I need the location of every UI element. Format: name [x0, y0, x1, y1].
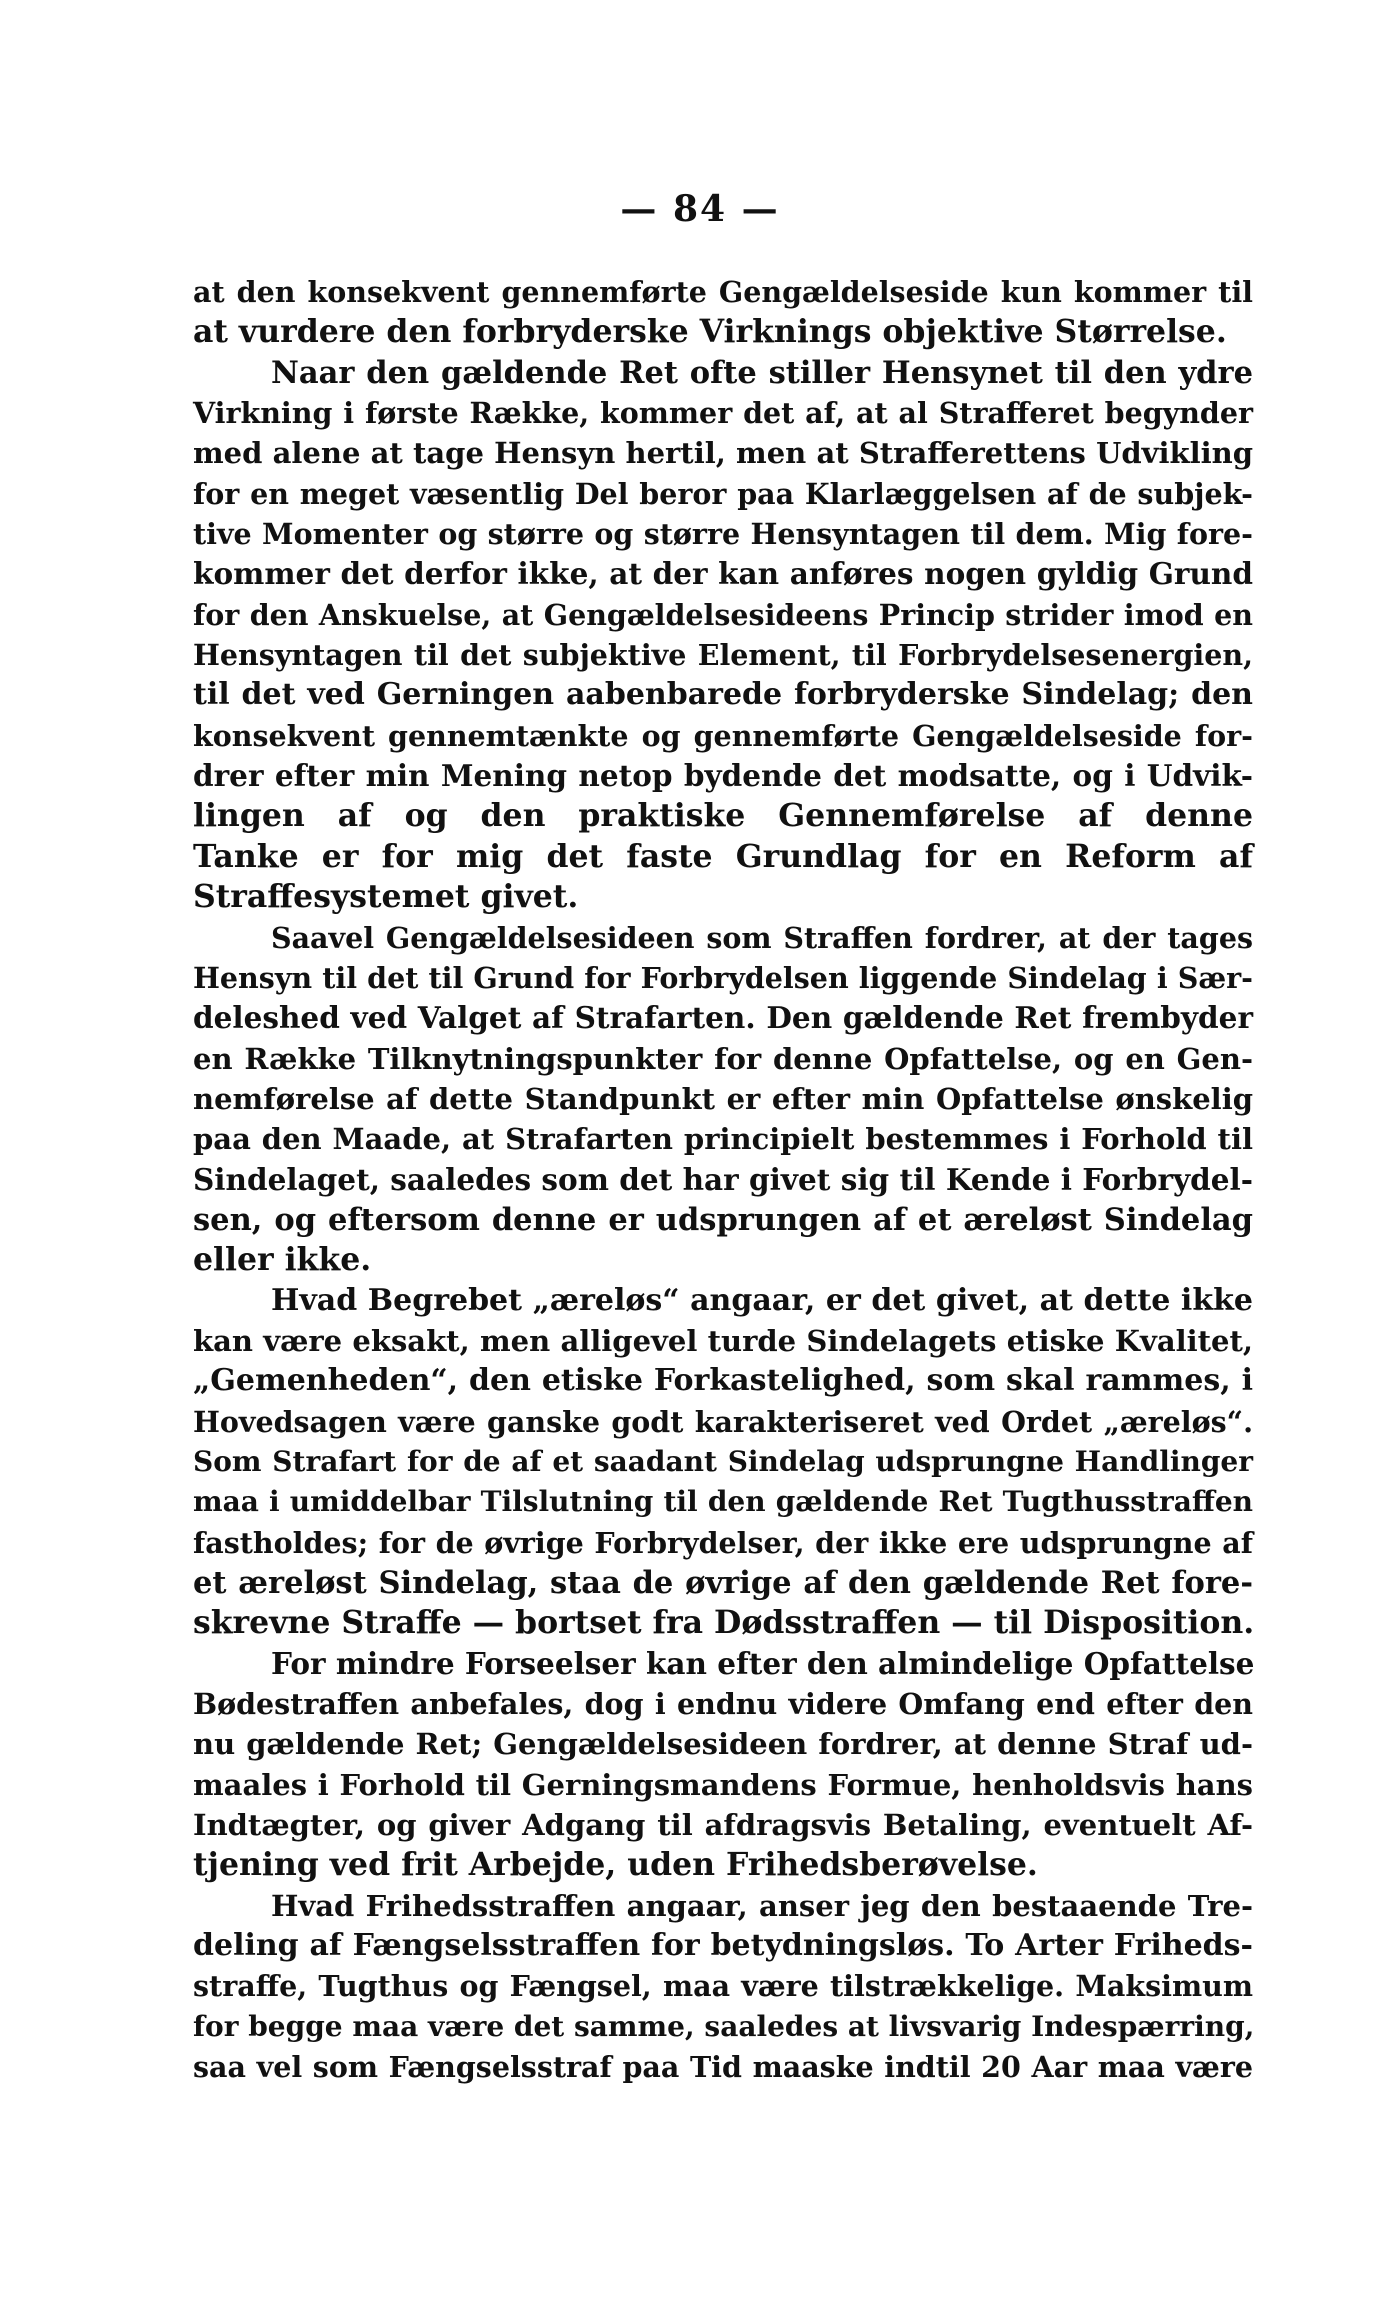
text-line: drer efter min Mening netop bydende det modsatte, og i Udvik-: [193, 758, 1253, 794]
paragraph-start-line: Hvad Begrebet „æreløs“ angaar, er det givet, at dette ikke: [271, 1282, 1253, 1318]
text-line: et æreløst Sindelag, staa de øvrige af den gældende Ret fore-: [193, 1565, 1253, 1601]
text-line: en Række Tilknytningspunkter for denne Opfattelse, og en Gen-: [193, 1041, 1253, 1076]
text-line: fastholdes; for de øvrige Forbrydelser, der ikke ere udsprungne af: [193, 1525, 1253, 1560]
text-line: at vurdere den forbryderske Virknings objektive Størrelse.: [193, 313, 1227, 351]
text-line: til det ved Gerningen aabenbarede forbryderske Sindelag; den: [193, 677, 1253, 713]
text-line: deling af Fængselsstraffen for betydningsløs. To Arter Friheds-: [193, 1928, 1253, 1964]
text-line: Hovedsagen være ganske godt karakteriseret ved Ordet „æreløs“.: [193, 1404, 1253, 1439]
text-line: konsekvent gennemtænkte og gennemførte Gengældelseside for-: [193, 718, 1253, 753]
text-line: kan være eksakt, men alligevel turde Sindelagets etiske Kvalitet,: [193, 1323, 1253, 1358]
text-line: Indtægter, og giver Adgang til afdragsvis Betaling, eventuelt Af-: [193, 1808, 1253, 1843]
text-line: saa vel som Fængselsstraf paa Tid maaske indtil 20 Aar maa være: [193, 2050, 1253, 2085]
text-line: „Gemenheden“, den etiske Forkastelighed, som skal rammes, i: [193, 1363, 1253, 1399]
paragraph-start-line: Saavel Gengældelsesideen som Straffen fordrer, at der tages: [271, 920, 1253, 955]
text-line: Hensyn til det til Grund for Forbrydelsen liggende Sindelag i Sær-: [193, 960, 1253, 995]
text-line: for en meget væsentlig Del beror paa Klarlæggelsen af de subjek-: [193, 476, 1253, 511]
text-line: paa den Maade, at Strafarten principielt bestemmes i Forhold til: [193, 1122, 1253, 1157]
body-text: [193, 272, 1253, 2087]
paragraph-start-line: For mindre Forseelser kan efter den almindelige Opfattelse: [271, 1645, 1255, 1681]
text-line: nu gældende Ret; Gengældelsesideen fordrer, at denne Straf ud-: [193, 1727, 1253, 1762]
text-line: lingen af og den praktiske Gennemførelse af denne: [193, 797, 1253, 835]
text-line: Tanke er for mig det faste Grundlag for en Reform af: [193, 837, 1253, 875]
text-line: Som Strafart for de af et saadant Sindelag udsprungne Handlinger: [193, 1444, 1253, 1478]
text-line: for begge maa være det samme, saaledes at livsvarig Indespærring,: [193, 2009, 1255, 2043]
text-line: kommer det derfor ikke, at der kan anføres nogen gyldig Grund: [193, 556, 1253, 592]
paragraph-start-line: Naar den gældende Ret ofte stiller Hensynet til den ydre: [271, 354, 1253, 391]
page-number: — 84 —: [620, 188, 780, 230]
text-line: Virkning i første Række, kommer det af, at al Strafferet begynder: [193, 396, 1253, 431]
text-line: nemførelse af dette Standpunkt er efter min Opfattelse ønskelig: [193, 1081, 1253, 1116]
text-line: tive Momenter og større og større Hensyntagen til dem. Mig fore-: [193, 517, 1253, 552]
text-line: for den Anskuelse, at Gengældelsesideens Princip strider imod en: [193, 597, 1253, 632]
text-line: deleshed ved Valget af Strafarten. Den gældende Ret frembyder: [193, 1000, 1253, 1036]
text-line: med alene at tage Hensyn hertil, men at Strafferettens Udvikling: [193, 436, 1253, 471]
text-line: Hensyntagen til det subjektive Element, til Forbrydelsesenergien,: [193, 638, 1253, 673]
paragraph-start-line: Hvad Frihedsstraffen angaar, anser jeg den bestaaende Tre-: [271, 1888, 1253, 1923]
text-line: maa i umiddelbar Tilslutning til den gældende Ret Tugthusstraffen: [193, 1485, 1253, 1519]
text-line: tjening ved frit Arbejde, uden Frihedsberøvelse.: [193, 1846, 1038, 1884]
text-line: Bødestraffen anbefales, dog i endnu videre Omfang end efter den: [193, 1687, 1253, 1722]
text-line: Straffesystemet givet.: [193, 878, 579, 916]
text-line: at den konsekvent gennemførte Gengældelseside kun kommer til: [193, 275, 1253, 309]
text-line: sen, og eftersom denne er udsprungen af et æreløst Sindelag: [193, 1201, 1253, 1238]
text-line: eller ikke.: [193, 1241, 372, 1279]
text-line: Sindelaget, saaledes som det har givet sig til Kende i Forbrydel-: [193, 1161, 1253, 1197]
text-line: straffe, Tugthus og Fængsel, maa være tilstrækkelige. Maksimum: [193, 1969, 1253, 2004]
text-line: skrevne Straffe — bortset fra Dødsstraffen — til Disposition.: [193, 1604, 1255, 1642]
text-line: maales i Forhold til Gerningsmandens Formue, henholdsvis hans: [193, 1767, 1253, 1802]
